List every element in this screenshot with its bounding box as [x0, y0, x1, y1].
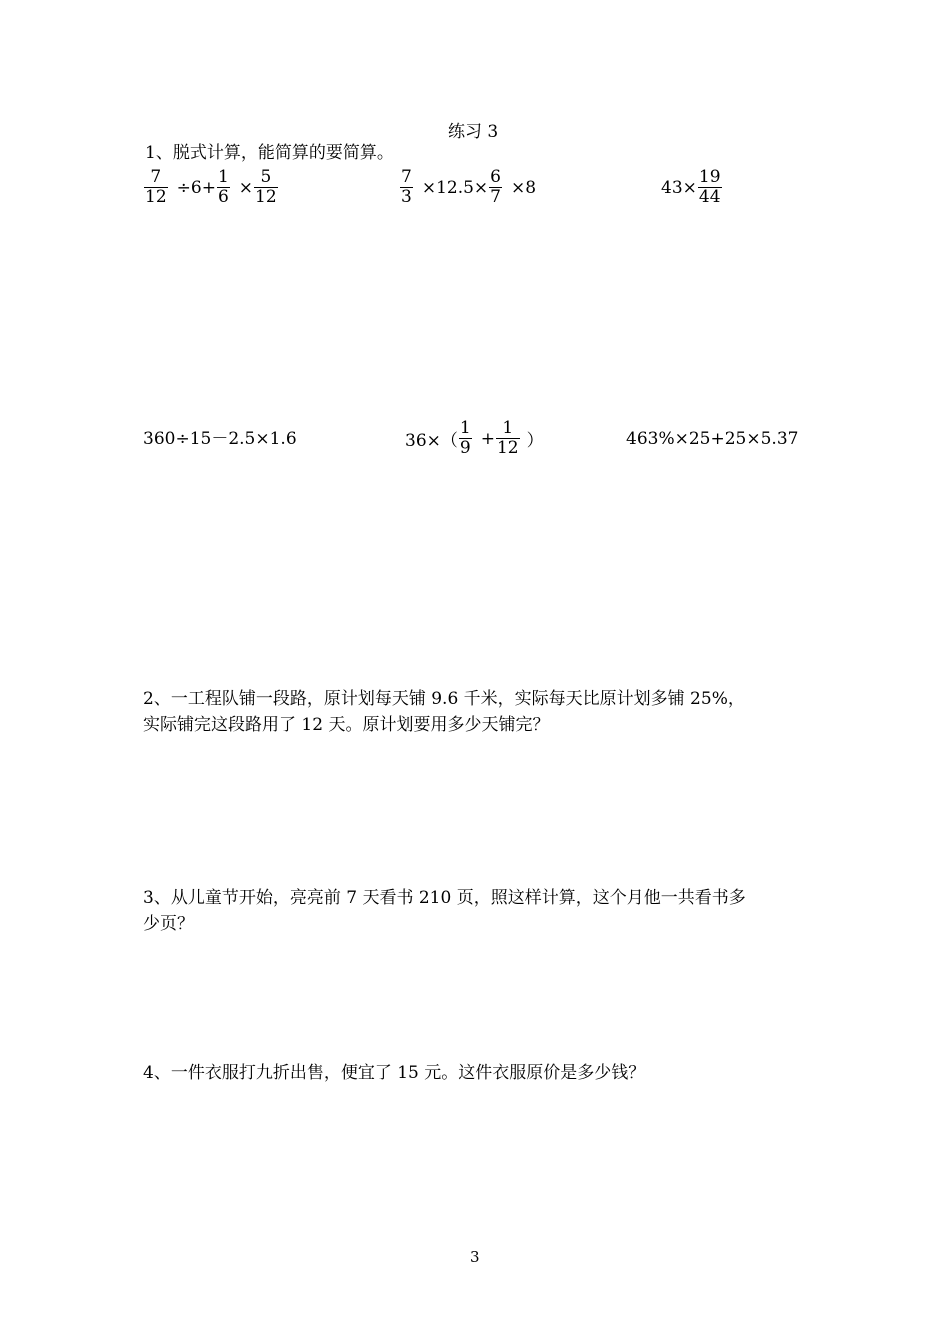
expression-2c: 463%×25+25×5.37: [626, 429, 799, 449]
question-4-line-1: 4、一件衣服打九折出售，便宜了 15 元。这件衣服原价是多少钱？: [143, 1063, 646, 1083]
section-1-heading: 1、脱式计算，能简算的要简算。: [145, 143, 394, 163]
fraction: $\frac{1}{6}$: [217, 167, 229, 207]
question-2-line-2: 实际铺完这段路用了 12 天。原计划要用多少天铺完？: [143, 715, 550, 735]
page-title: 练习 3: [448, 122, 499, 142]
fraction: $\frac{19}{44}$: [698, 167, 721, 207]
fraction: $\frac{1}{12}$: [496, 418, 519, 458]
question-3-line-2: 少页？: [143, 914, 194, 934]
fraction: $\frac{1}{9}$: [459, 418, 471, 458]
expression-2b: 36×（ $\frac{1}{9}$ + $\frac{1}{12}$ ）: [405, 418, 544, 458]
page-number: 3: [470, 1248, 480, 1266]
question-3-line-1: 3、从儿童节开始，亮亮前 7 天看书 210 页，照这样计算，这个月他一共看书多: [143, 888, 746, 908]
fraction: $\frac{7}{12}$: [145, 167, 167, 207]
expression-1c: 43× $\frac{19}{44}$: [661, 167, 721, 207]
fraction: $\frac{5}{12}$: [255, 167, 277, 207]
expression-1a: $\frac{7}{12}$ ÷6+ $\frac{1}{6}$ × $\frac{5}{12}$: [145, 167, 277, 207]
question-2-line-1: 2、一工程队铺一段路，原计划每天铺 9.6 千米，实际每天比原计划多铺 25%，: [143, 689, 745, 709]
fraction: $\frac{7}{3}$: [401, 167, 412, 207]
expression-2a: 360÷15－2.5×1.6: [143, 429, 297, 449]
expression-1b: $\frac{7}{3}$ ×12.5× $\frac{6}{7}$ ×8: [401, 167, 537, 207]
fraction: $\frac{6}{7}$: [490, 167, 501, 207]
